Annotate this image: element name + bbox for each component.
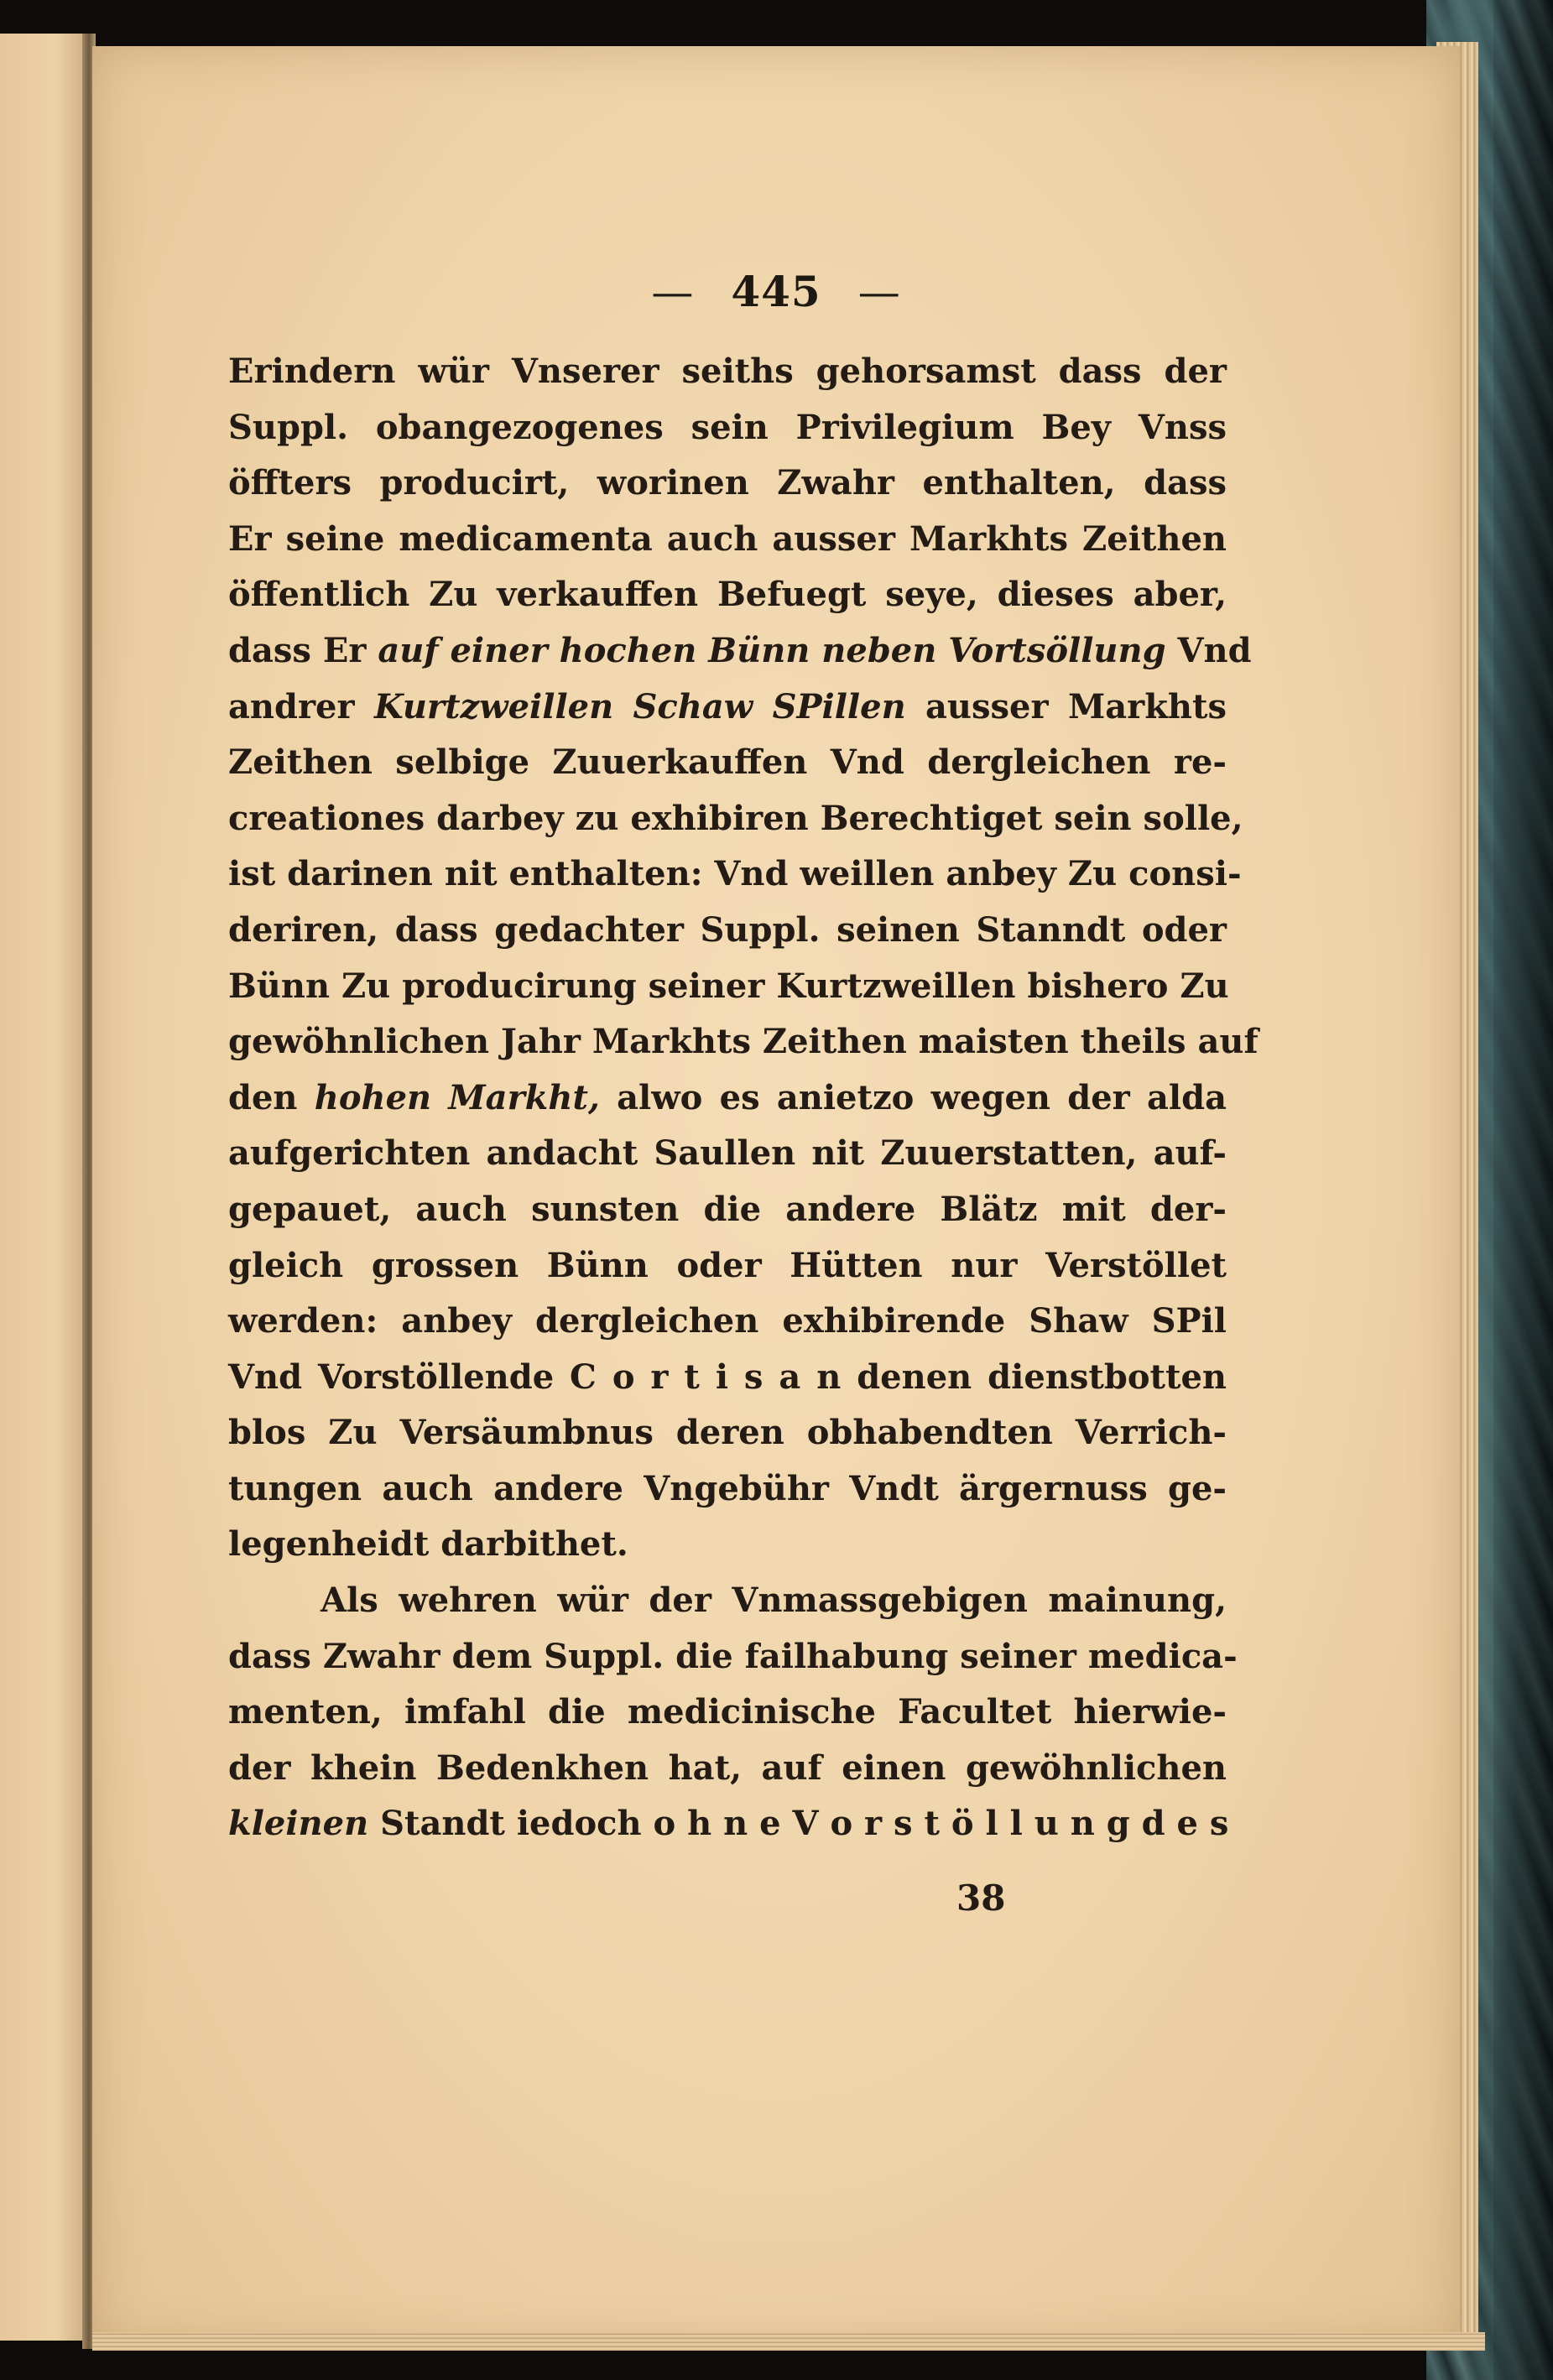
signature-mark: 38 — [956, 1877, 1006, 1919]
text-line — [228, 791, 1243, 847]
header-dash-right: — — [857, 268, 901, 316]
text-segment: Erindern wür Vnserer seiths gehorsamst dass der — [228, 352, 1227, 391]
text-line — [228, 1238, 1227, 1294]
text-line — [228, 344, 1227, 400]
text-line — [228, 903, 1227, 959]
text-segment: creationes darbey zu exhibiren Berechtiget sein solle, — [228, 798, 1243, 838]
text-segment: Suppl. obangezogenes sein Privilegium Bey Vnss — [228, 407, 1227, 447]
text-line — [228, 1070, 1227, 1127]
text-line — [228, 1517, 1227, 1573]
italic-phrase: kleinen — [228, 1804, 369, 1844]
text-line — [228, 512, 1227, 568]
text-line — [228, 456, 1227, 512]
page-bottom-edge — [92, 2332, 1485, 2351]
text-segment: tungen auch andere Vngebühr Vndt ärgernuss ge- — [228, 1468, 1227, 1508]
text-segment: Standt iedoch o h n e V o r s t ö l l u n g d e s — [368, 1804, 1229, 1844]
facing-page-edge — [0, 34, 92, 2341]
text-line — [228, 1629, 1238, 1685]
header-dash-left: — — [651, 268, 695, 316]
page-number: 445 — [731, 267, 821, 316]
text-line — [228, 1405, 1227, 1461]
text-segment: der khein Bedenkhen hat, auf einen gewöhnlichen — [228, 1747, 1227, 1788]
italic-phrase: hohen Markht, — [314, 1077, 600, 1117]
text-line — [228, 1741, 1227, 1797]
text-segment: Vnd Vorstöllende C o r t i s a n denen dienstbotten — [228, 1357, 1227, 1397]
text-line — [228, 735, 1227, 791]
text-segment: dass Er — [228, 630, 378, 670]
text-segment: öffentlich Zu verkauffen Befuegt seye, dieses aber, — [228, 575, 1227, 615]
text-segment: den — [228, 1077, 315, 1117]
text-segment: menten, imfahl die medicinische Facultet hierwie- — [228, 1692, 1227, 1732]
text-segment: ausser Markhts — [905, 686, 1227, 726]
text-segment: gewöhnlichen Jahr Markhts Zeithen maisten theils auf — [228, 1022, 1259, 1062]
text-segment: Er seine medicamenta auch ausser Markhts Zeithen — [228, 518, 1227, 559]
text-segment: öffters producirt, worinen Zwahr enthalten, dass — [228, 463, 1227, 503]
text-segment: gepauet, auch sunsten die andere Blätz mit der- — [228, 1189, 1227, 1229]
text-line — [228, 1796, 1227, 1852]
body-text — [228, 344, 1259, 1852]
text-line — [228, 959, 1227, 1015]
text-segment: alwo es anietzo wegen der alda — [599, 1077, 1227, 1117]
text-segment: ist darinen nit enthalten: Vnd weillen anbey Zu consi- — [228, 854, 1242, 894]
text-line — [228, 623, 1252, 680]
text-segment: Bünn Zu producirung seiner Kurtzweillen bishero Zu — [228, 966, 1229, 1006]
text-line — [228, 1350, 1227, 1406]
text-segment: werden: anbey dergleichen exhibirende Shaw SPil — [228, 1301, 1227, 1341]
text-segment: dass Zwahr dem Suppl. die failhabung seiner medica- — [228, 1636, 1238, 1676]
text-line — [228, 1685, 1227, 1741]
text-line — [228, 400, 1227, 456]
text-line — [228, 1294, 1227, 1350]
text-segment: andrer — [228, 686, 374, 726]
text-line — [228, 1461, 1227, 1518]
text-segment: legenheidt darbithet. — [228, 1524, 628, 1565]
italic-phrase: Kurtzweillen Schaw SPillen — [373, 686, 906, 726]
text-line — [228, 846, 1242, 903]
text-segment: blos Zu Versäumbnus deren obhabendten Verrich- — [228, 1413, 1227, 1453]
text-line — [228, 680, 1227, 736]
text-segment: aufgerichten andacht Saullen nit Zuuerstatten, auf- — [228, 1133, 1227, 1174]
text-segment: Zeithen selbige Zuuerkauffen Vnd dergleichen re- — [228, 742, 1227, 783]
text-segment: deriren, dass gedachter Suppl. seinen Stanndt oder — [228, 909, 1227, 950]
text-segment: gleich grossen Bünn oder Hütten nur Verstöllet — [228, 1245, 1227, 1285]
running-header — [92, 267, 1460, 316]
italic-phrase: auf einer hochen Bünn neben Vortsöllung — [378, 630, 1166, 670]
text-line — [228, 1573, 1227, 1629]
text-segment: Als wehren wür der Vnmassgebigen mainung, — [321, 1581, 1227, 1621]
cover-shadow — [1493, 0, 1553, 2380]
text-segment: Vnd — [1165, 630, 1252, 670]
text-line — [228, 1014, 1259, 1070]
text-line — [228, 567, 1227, 623]
text-line — [228, 1182, 1227, 1238]
text-line — [228, 1126, 1227, 1182]
